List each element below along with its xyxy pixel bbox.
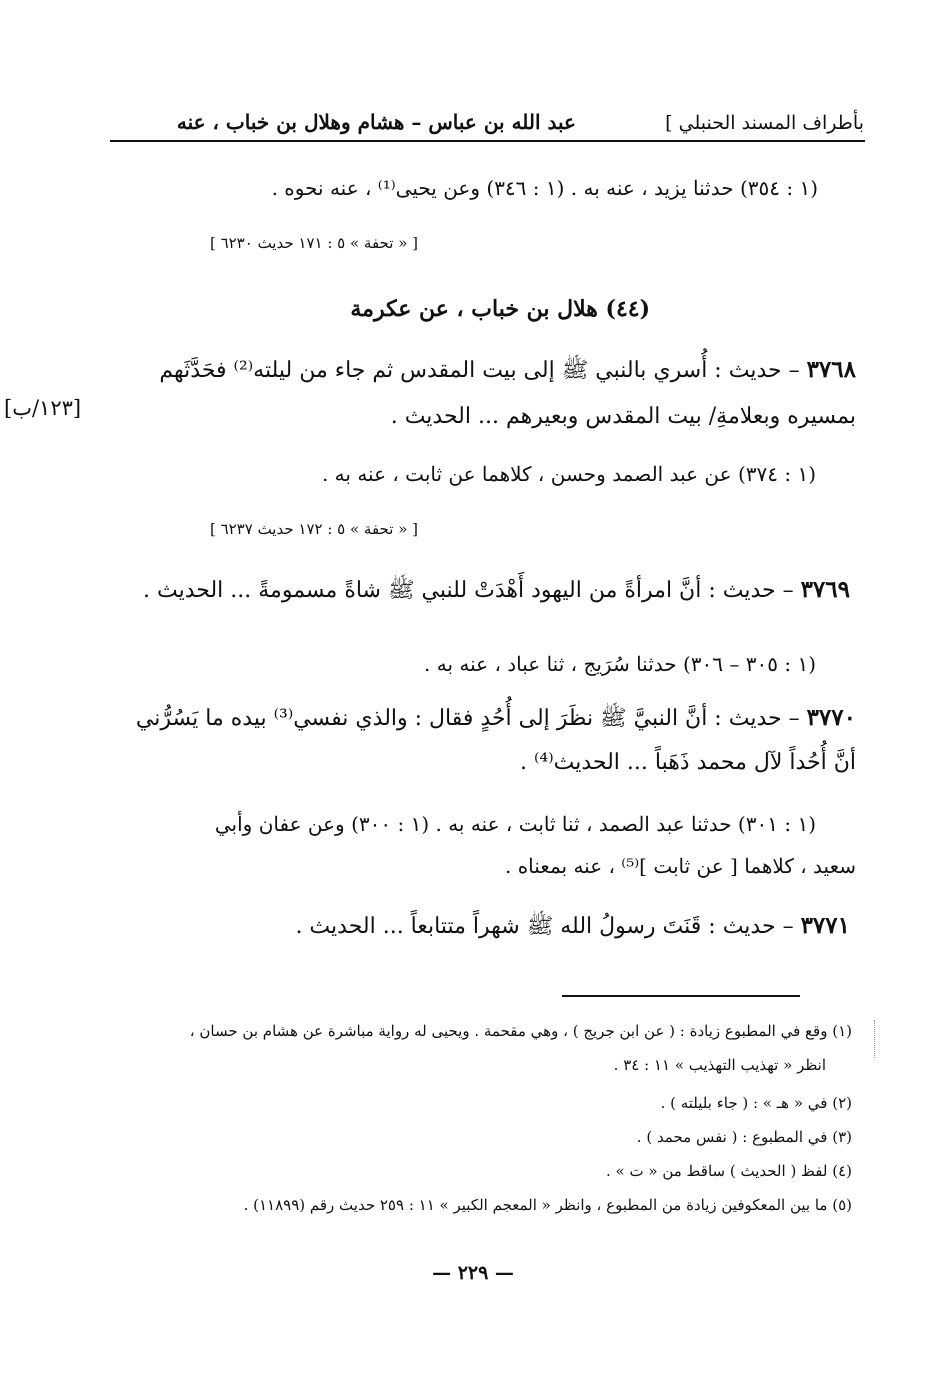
source-line: سعيد ، كلاهما [ عن ثابت ]⁽⁵⁾ ، عنه بمعناه . [504,854,856,878]
source-line: (١ : ٣٧٤) عن عبد الصمد وحسن ، كلاهما عن ثابت ، عنه به . [321,462,816,486]
margin-dots [874,1020,875,1058]
hadith-number: ٣٧٦٩ [800,576,850,603]
page-number: — ٢٢٩ — [432,1262,514,1284]
header-section-title: عبد الله بن عباس – هشام وهلال بن خباب ، عنه [176,110,576,134]
hadith-text: – حديث : أُسري بالنبي ﷺ إلى بيت المقدس ثم جاء من ليلته⁽²⁾ فحَدَّثَهم [159,358,807,383]
header-rule [110,140,865,142]
footnote-separator [562,995,800,997]
hadith-text: – حديث : قَنَتَ رسولُ الله ﷺ شهراً متتابعاً ... الحديث . [295,914,801,939]
section-heading: (٤٤) هلال بن خباب ، عن عكرمة [350,296,650,322]
footnote-1: (١) وقع في المطبوع زيادة : ( عن ابن جريج ) ، وهي مقحمة . ويحيى له رواية مباشرة عن هشام بن حسان ، [189,1022,852,1040]
hadith-text: – حديث : أنَّ النبيَّ ﷺ نظَرَ إلى أُحُدٍ فقال : والذي نفسي⁽³⁾ بيده ما يَسُرُّني [135,706,807,731]
footnote-4: (٤) لفظ ( الحديث ) ساقط من « ت » . [606,1162,852,1180]
hadith-3771-line1 [295,912,850,944]
source-line: (١ : ٣٥٤) حدثنا يزيد ، عنه به . (١ : ٣٤٦) وعن يحيى⁽¹⁾ ، عنه نحوه . [271,176,818,200]
tuhfa-reference: [ « تحفة » ٥ : ١٧٢ حديث ٦٢٣٧ ] [209,520,418,538]
header-book-title: بأطراف المسند الحنبلي ] [665,112,864,134]
source-line: (١ : ٣٠٥ – ٣٠٦) حدثنا سُرَيج ، ثنا عباد ، عنه به . [424,652,816,676]
hadith-3768-line2: بمسيره وبعلامةِ/ بيت المقدس وبعيرهم ... الحديث . [390,404,856,429]
tuhfa-reference: [ « تحفة » ٥ : ١٧١ حديث ٦٢٣٠ ] [209,234,418,252]
manuscript-folio-note: [١٢٣/ب] [4,396,82,420]
footnote-5: (٥) ما بين المعكوفين زيادة من المطبوع ، وانظر « المعجم الكبير » ١١ : ٢٥٩ حديث رقم (١١٨٩٩) . [243,1196,852,1214]
hadith-number: ٣٧٧٠ [806,704,856,731]
hadith-3769-line1 [143,576,850,608]
source-line: (١ : ٣٠١) حدثنا عبد الصمد ، ثنا ثابت ، عنه به . (١ : ٣٠٠) وعن عفان وأبي [214,812,816,836]
hadith-3768-line1 [159,356,856,388]
footnote-2: (٢) في « هـ » : ( جاء بليلته ) . [660,1094,852,1112]
footnote-3: (٣) في المطبوع : ( نفس محمد ) . [636,1128,852,1146]
hadith-3770-line2: أنَّ أُحُداً لآل محمد ذَهَباً ... الحديث⁽⁴⁾ . [519,750,856,775]
footnote-1-cont: انظر « تهذيب التهذيب » ١١ : ٣٤ . [613,1056,826,1074]
hadith-3770-line1 [136,704,856,736]
hadith-number: ٣٧٦٨ [806,356,856,383]
hadith-number: ٣٧٧١ [800,912,850,939]
hadith-text: – حديث : أنَّ امرأةً من اليهود أَهْدَتْ للنبي ﷺ شاةً مسمومةً ... الحديث . [143,578,801,603]
running-header [112,104,864,144]
